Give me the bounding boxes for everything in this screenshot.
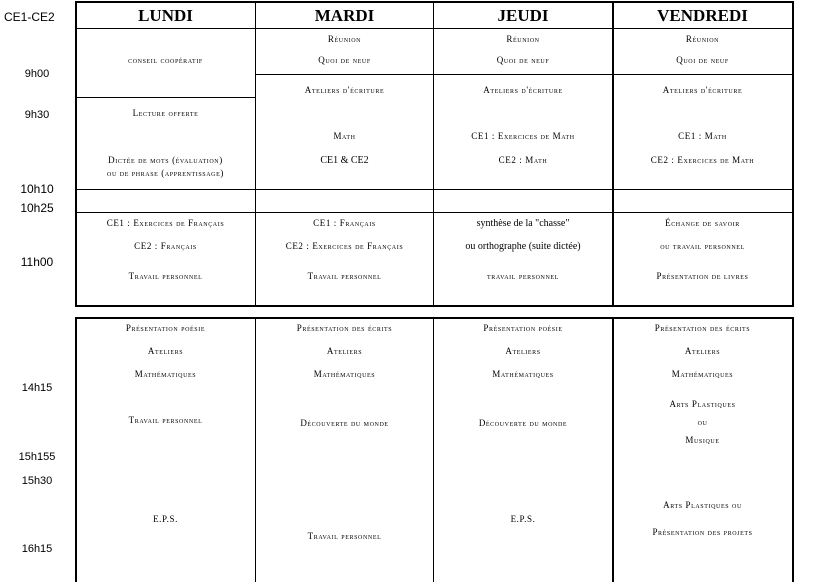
afternoon-right-border <box>792 317 794 582</box>
jeudi-pm-line1: Présentation poésie <box>483 323 563 333</box>
lundi-pm-line5: E.P.S. <box>153 514 178 524</box>
col-divider-2 <box>433 1 434 307</box>
mardi-block3-line2: CE2 : Exercices de Français <box>285 241 404 251</box>
row-divider-reunion <box>255 74 793 75</box>
mardi-reunion: Réunion <box>327 34 362 44</box>
vendredi-math-line2: CE2 : Exercices de Math <box>650 155 755 165</box>
vendredi-ateliers-ecriture: Ateliers d'écriture <box>662 85 743 95</box>
vendredi-quoi-de-neuf: Quoi de neuf <box>676 55 729 65</box>
day-header-vendredi: VENDREDI <box>657 6 748 25</box>
jeudi-block3-line2: ou orthographe (suite dictée) <box>465 241 581 252</box>
col-divider-1 <box>255 1 256 307</box>
time-label-1615: 16h15 <box>21 543 53 555</box>
lundi-lecture: Lecture offerte <box>132 108 199 118</box>
time-label-1010: 10h10 <box>20 182 54 196</box>
vendredi-block3-line3: Présentation de livres <box>656 271 749 281</box>
vendredi-reunion: Réunion <box>685 34 720 44</box>
time-label-0900: 9h00 <box>24 68 50 80</box>
mardi-pm-line4: Découverte du monde <box>300 418 389 428</box>
lundi-pm-line3: Mathématiques <box>134 369 197 379</box>
mardi-block3-line3: Travail personnel <box>307 271 382 281</box>
jeudi-ateliers-ecriture: Ateliers d'écriture <box>483 85 563 95</box>
mardi-pm-line2: Ateliers <box>326 346 363 356</box>
lundi-dictee-line1: Dictée de mots (évaluation) <box>108 155 223 165</box>
time-label-0930: 9h30 <box>24 109 50 121</box>
morning-left-border <box>75 1 77 307</box>
vendredi-pm-line6: Musique <box>685 435 720 445</box>
vendredi-pm-line1: Présentation des écrits <box>654 323 751 333</box>
jeudi-pm-line5: E.P.S. <box>510 514 536 524</box>
mardi-block3-line1: CE1 : Français <box>313 218 376 228</box>
row-divider-1010 <box>75 189 793 190</box>
lundi-block3-line2: CE2 : Français <box>134 241 197 251</box>
vendredi-block3-line1: Échange de savoir <box>665 218 740 228</box>
jeudi-reunion: Réunion <box>506 34 540 44</box>
day-header-jeudi: JEUDI <box>497 6 549 25</box>
vendredi-block3-line2: ou travail personnel <box>660 241 745 251</box>
lundi-conseil: conseil coopératif <box>128 55 203 65</box>
morning-bottom-border <box>75 305 793 307</box>
vendredi-pm-line4: Arts Plastiques <box>669 399 736 409</box>
jeudi-pm-line3: Mathématiques <box>492 369 554 379</box>
mardi-pm-line5: Travail personnel <box>307 531 382 541</box>
lundi-block3-line1: CE1 : Exercices de Français <box>106 218 225 228</box>
time-label-1415: 14h15 <box>21 382 53 394</box>
lundi-pm-line2: Ateliers <box>147 346 184 356</box>
mardi-quoi-de-neuf: Quoi de neuf <box>318 55 371 65</box>
mardi-ce1-ce2: CE1 & CE2 <box>320 155 369 166</box>
morning-right-border <box>792 1 794 307</box>
jeudi-quoi-de-neuf: Quoi de neuf <box>496 55 550 65</box>
jeudi-block3-line1: synthèse de la "chasse" <box>476 218 570 229</box>
vendredi-pm-line3: Mathématiques <box>671 369 734 379</box>
vendredi-pm-line2: Ateliers <box>684 346 721 356</box>
row-divider-1025 <box>75 212 793 213</box>
lundi-block3-line3: Travail personnel <box>128 271 203 281</box>
header-divider <box>75 28 793 29</box>
jeudi-math-line1: CE1 : Exercices de Math <box>471 131 575 141</box>
jeudi-pm-line4: Découverte du monde <box>478 418 568 428</box>
time-label-1025: 10h25 <box>20 201 54 215</box>
mardi-pm-line1: Présentation des écrits <box>296 323 393 333</box>
time-label-1100: 11h00 <box>20 255 54 269</box>
col-divider-3 <box>612 1 614 307</box>
jeudi-block3-line3: travail personnel <box>487 271 559 281</box>
vendredi-pm-line8: Présentation des projets <box>652 527 753 537</box>
lundi-dictee-line2: ou de phrase (apprentissage) <box>107 168 224 178</box>
mardi-pm-line3: Mathématiques <box>313 369 376 379</box>
vendredi-pm-line7: Arts Plastiques ou <box>663 500 742 510</box>
afternoon-top-border <box>75 317 793 319</box>
morning-top-border <box>75 1 793 3</box>
time-label-1555: 15h155 <box>18 451 56 463</box>
day-header-lundi: LUNDI <box>138 6 193 25</box>
jeudi-math-line2: CE2 : Math <box>498 155 548 165</box>
lundi-pm-line1: Présentation poésie <box>125 323 206 333</box>
lundi-pm-line4: Travail personnel <box>128 415 203 425</box>
mardi-ateliers-ecriture: Ateliers d'écriture <box>304 85 385 95</box>
class-label: CE1-CE2 <box>4 10 55 24</box>
vendredi-math-line1: CE1 : Math <box>678 131 727 141</box>
time-label-1530: 15h30 <box>21 475 53 487</box>
day-header-mardi: MARDI <box>314 6 375 25</box>
vendredi-pm-line5: ou <box>697 417 708 427</box>
mardi-math: Math <box>333 131 356 141</box>
row-divider-lecture <box>75 97 255 98</box>
jeudi-pm-line2: Ateliers <box>505 346 541 356</box>
